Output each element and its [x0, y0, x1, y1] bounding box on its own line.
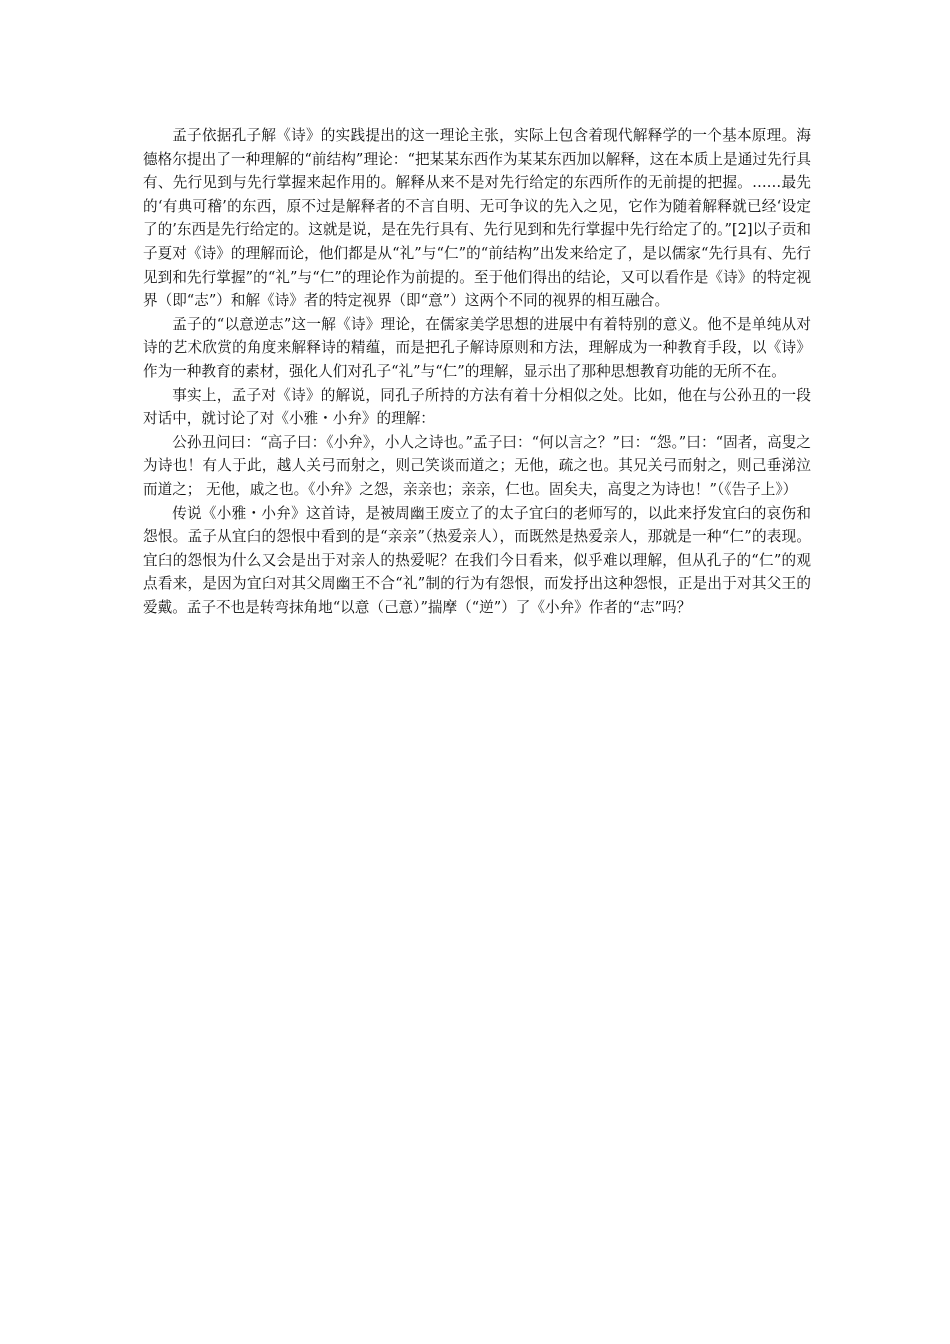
- document-body: [143, 124, 811, 619]
- paragraph-quote-gaozi: 公孙丑问曰：“高子曰：《小弁》，小人之诗也。”孟子曰：“何以言之？”曰：“怨。”曰：“固者，高叟之为诗也！有人于此，越人关弓而射之，则己笑谈而道之；无他，疏之也。其兄关弓而射之，则己垂涕泣而道之； 无他，戚之也。《小弁》之怨，亲亲也；亲亲，仁也。固矣夫，高叟之为诗也！”（《告子上》）: [143, 433, 811, 498]
- paragraph-hermeneutics: 孟子依据孔子解《诗》的实践提出的这一理论主张，实际上包含着现代解释学的一个基本原理。海德格尔提出了一种理解的“前结构”理论：“把某某东西作为某某东西加以解释，这在本质上是通过先行具有、先行见到与先行掌握来起作用的。解释从来不是对先行给定的东西所作的无前提的把握。……最先的‘有典可稽’的东西，原不过是解释者的不言自明、无可争议的先入之见，它作为随着解释就已经‘设定了的’东西是先行给定的。这就是说，是在先行具有、先行见到和先行掌握中先行给定了的。”[2]以子贡和子夏对《诗》的理解而论，他们都是从“礼”与“仁”的“前结构”出发来给定了，是以儒家“先行具有、先行见到和先行掌握”的“礼”与“仁”的理论作为前提的。至于他们得出的结论，又可以看作是《诗》的特定视界（即“志”）和解《诗》者的特定视界（即“意”）这两个不同的视界的相互融合。: [143, 127, 811, 310]
- paragraph-yiyi-nizhi: 孟子的“以意逆志”这一解《诗》理论，在儒家美学思想的进展中有着特别的意义。他不是单纯从对诗的艺术欣赏的角度来解释诗的精蕴，而是把孔子解诗原则和方法，理解成为一种教育手段，以《诗》作为一种教育的素材，强化人们对孔子“礼”与“仁”的理解，显示出了那种思想教育功能的无所不在。: [143, 315, 811, 380]
- paragraph-xiaobian: 传说《小雅・小弁》这首诗，是被周幽王废立了的太子宜臼的老师写的，以此来抒发宜臼的哀伤和怨恨。孟子从宜臼的怨恨中看到的是“亲亲”（热爱亲人），而既然是热爱亲人，那就是一种“仁”的表现。宜臼的怨恨为什么又会是出于对亲人的热爱呢？在我们今日看来，似乎难以理解，但从孔子的“仁”的观点看来，是因为宜臼对其父周幽王不合“礼”制的行为有怨恨，而发抒出这种怨恨，正是出于对其父王的爱戴。孟子不也是转弯抹角地“以意（己意）”揣摩（“逆”）了《小弁》作者的“志”吗？: [143, 504, 811, 616]
- paragraph-fact: 事实上，孟子对《诗》的解说，同孔子所持的方法有着十分相似之处。比如，他在与公孙丑的一段对话中，就讨论了对《小雅・小弁》的理解：: [143, 386, 811, 428]
